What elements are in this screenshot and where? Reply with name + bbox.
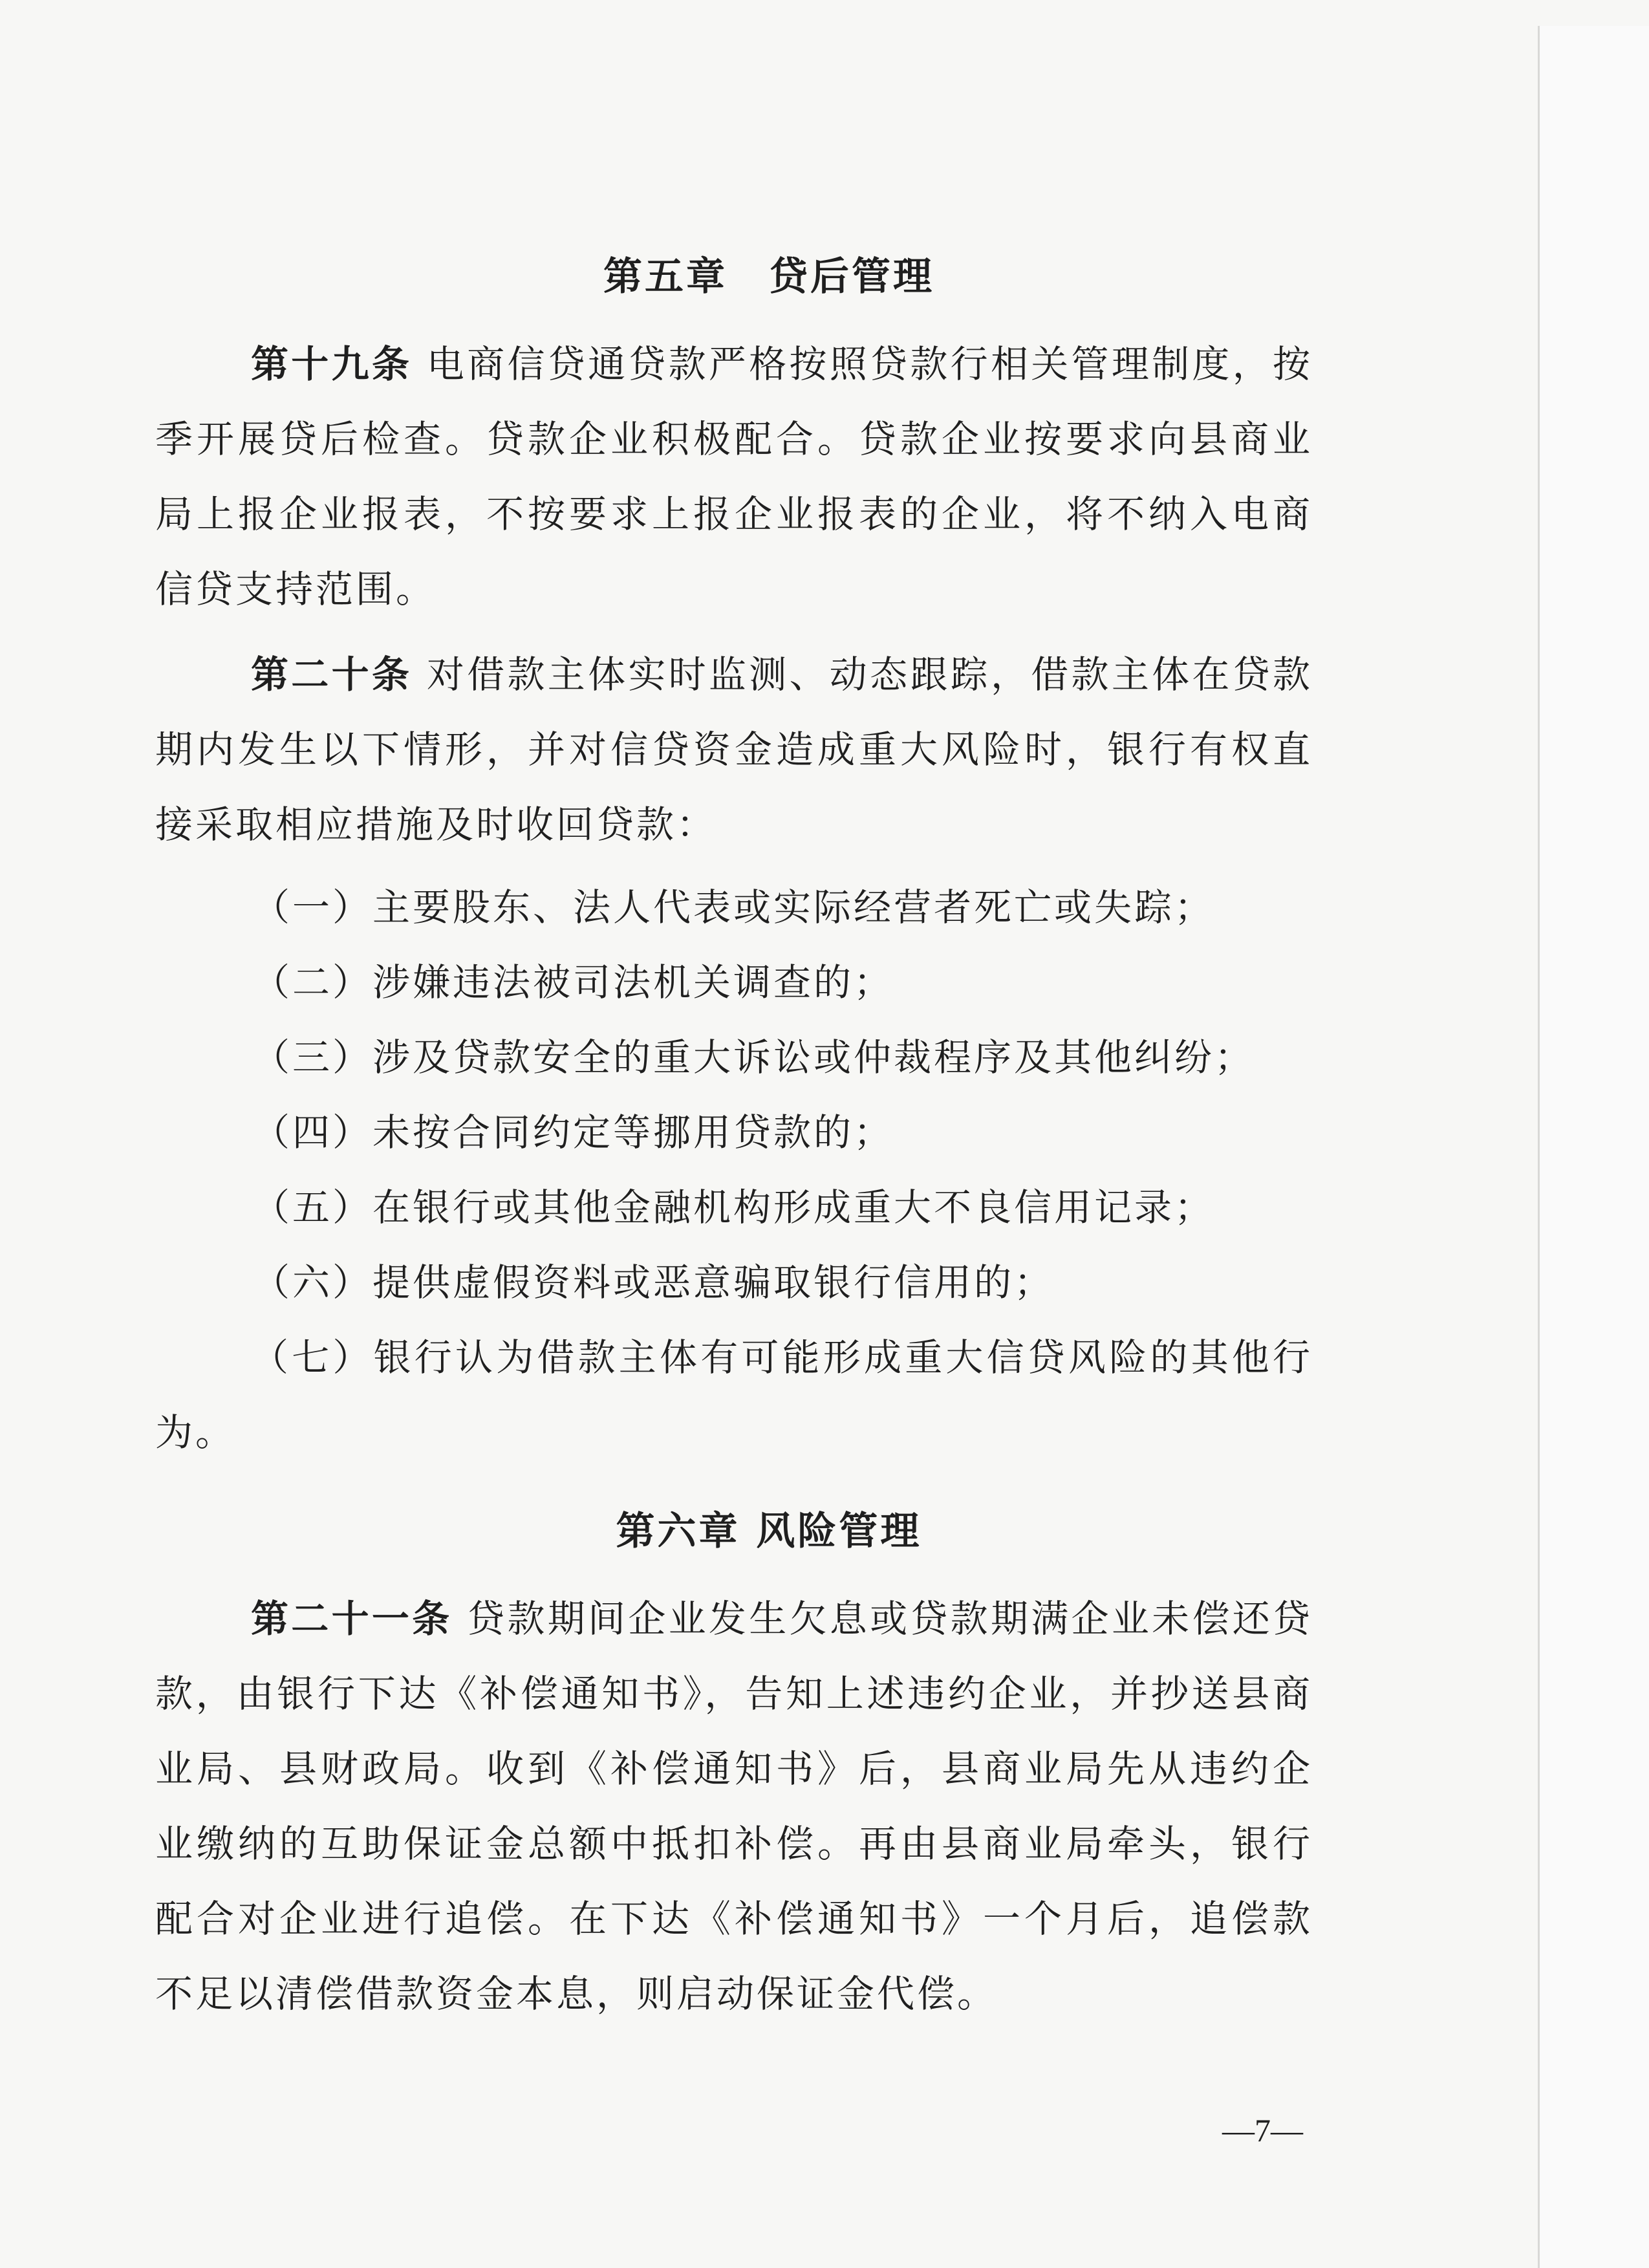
article-21 [155, 1581, 1313, 2031]
article-19 [155, 327, 1313, 627]
article-20-text: 对借款主体实时监测、动态跟踪，借款主体在贷款期内发生以下情形，并对信贷资金造成重大风险时，银行有权直接采取相应措施及时收回贷款： [155, 653, 1313, 847]
article-20-item-7: （七）银行认为借款主体有可能形成重大信贷风险的其他行为。 [155, 1335, 1313, 1454]
article-20-item-6: （六）提供虚假资料或恶意骗取银行信用的； [252, 1260, 1055, 1304]
page-number: —7— [1222, 2112, 1303, 2148]
article-20-item-1: （一）主要股东、法人代表或实际经营者死亡或失踪； [252, 885, 1215, 929]
article-21-text: 贷款期间企业发生欠息或贷款期满企业未偿还贷款，由银行下达《补偿通知书》，告知上述违约企业，并抄送县商业局、县财政局。收到《补偿通知书》后，县商业局先从违约企业缴纳的互助保证金总额中抵扣补偿。再由县商业局牵头，银行配合对企业进行追偿。在下达《补偿通知书》一个月后，追偿款不足以清偿借款资金本息，则启动保证金代偿。 [155, 1597, 1313, 2016]
article-20-item-2: （二）涉嫌违法被司法机关调查的； [252, 960, 894, 1004]
article-21-number: 第二十一条 [251, 1597, 453, 1641]
chapter-6-title: 第六章 风险管理 [616, 1509, 922, 1554]
chapter-5-title: 第五章 贷后管理 [603, 254, 934, 299]
article-20-number: 第二十条 [251, 653, 413, 697]
article-19-text: 电商信贷通贷款严格按照贷款行相关管理制度，按季开展贷后检查。贷款企业积极配合。贷款企业按要求向县商业局上报企业报表，不按要求上报企业报表的企业，将不纳入电商信贷支持范围。 [155, 342, 1313, 611]
article-20 [155, 637, 1313, 862]
page-edge-shadow [1538, 26, 1649, 2268]
article-20-item-5: （五）在银行或其他金融机构形成重大不良信用记录； [252, 1185, 1215, 1229]
article-19-number: 第十九条 [251, 342, 413, 386]
article-20-item-4: （四）未按合同约定等挪用贷款的； [252, 1110, 894, 1154]
article-20-item-3: （三）涉及贷款安全的重大诉讼或仲裁程序及其他纠纷； [252, 1035, 1255, 1079]
